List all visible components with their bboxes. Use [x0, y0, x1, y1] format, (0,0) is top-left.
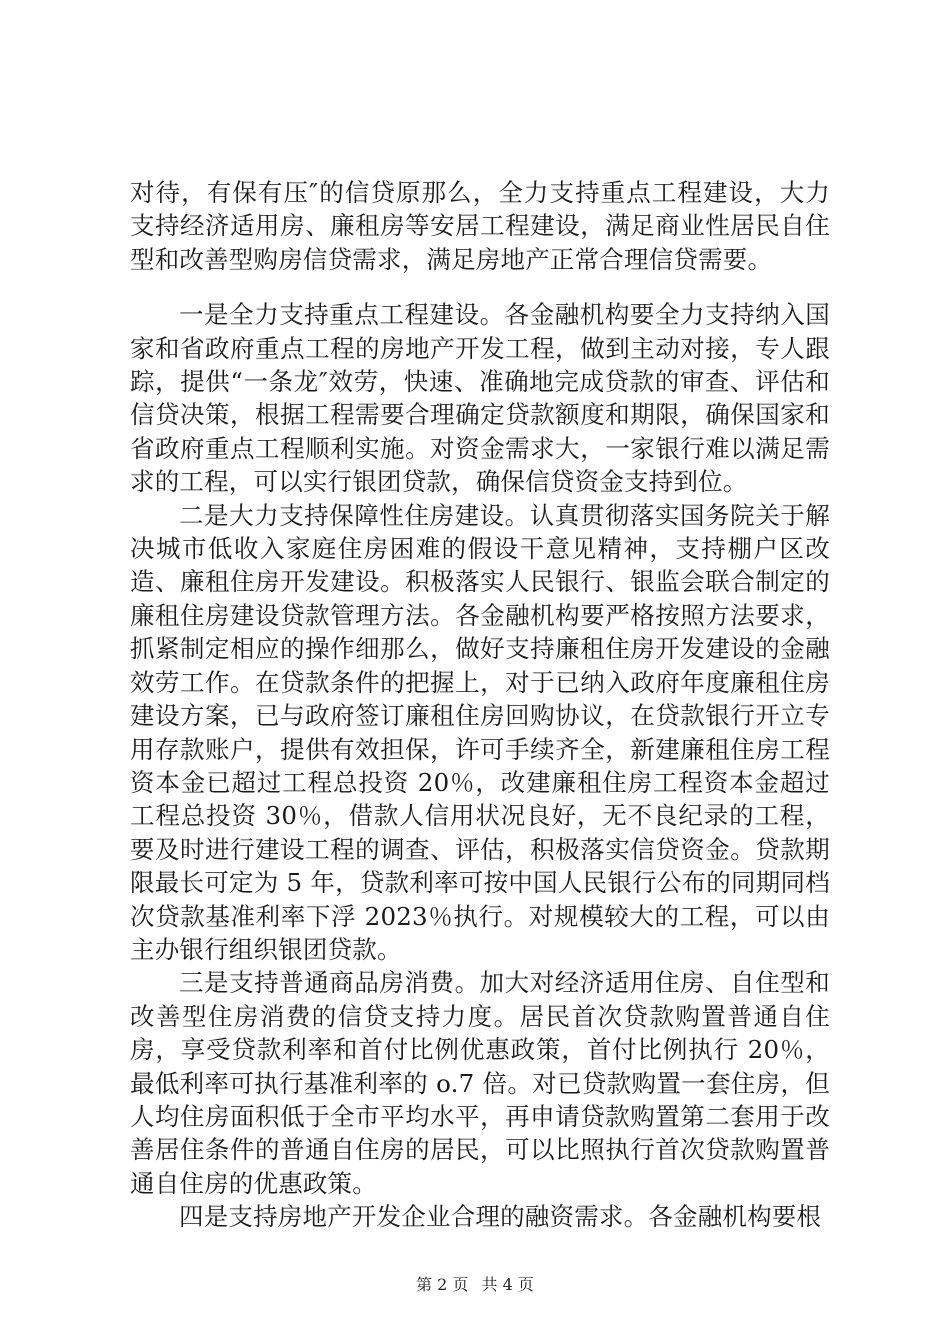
document-body	[130, 176, 830, 1234]
paragraph-developer-financing: 四是支持房地产开发企业合理的融资需求。各金融机构要根	[179, 1202, 822, 1232]
page-total: 共 4 页	[481, 1275, 534, 1294]
paragraph-affordable-housing: 二是大力支持保障性住房建设。认真贯彻落实国务院关于解决城市低收入家庭住房困难的假设干意见精神，支持棚户区改造、廉租住房开发建设。积极落实人民银行、银监会联合制定的廉租住房建设贷款管理方法。各金融机构要严格按照方法要求，抓紧制定相应的操作细那么，做好支持廉租住房开发建设的金融效劳工作。在贷款条件的把握上，对于已纳入政府年度廉租住房建设方案，已与政府签订廉租住房回购协议，在贷款银行开立专用存款账户，提供有效担保，许可手续齐全，新建廉租住房工程资本金已超过工程总投资 20％，改建廉租住房工程资本金超过工程总投资 30％，借款人信用状况良好，无不良纪录的工程，要及时进行建设工程的调查、评估，积极落实信贷资金。贷款期限最长可定为 5 年，贷款利率可按中国人民银行公布的同期同档次贷款基准利率下浮 2023％执行。对规模较大的工程，可以由主办银行组织银团贷款。	[130, 500, 830, 964]
page-footer	[0, 1275, 950, 1295]
paragraph-continuation: 对待，有保有压″的信贷原那么，全力支持重点工程建设，大力支持经济适用房、廉租房等安居工程建设，满足商业性居民自住型和改善型购房信贷需求，满足房地产正常合理信贷需要。	[130, 178, 830, 274]
paragraph-key-projects: 一是全力支持重点工程建设。各金融机构要全力支持纳入国家和省政府重点工程的房地产开发工程，做到主动对接，专人跟踪，提供“一条龙″效劳，快速、准确地完成贷款的审查、评估和信贷决策，根据工程需要合理确定贷款额度和期限，确保国家和省政府重点工程顺利实施。对资金需求大，一家银行难以满足需求的工程，可以实行银团贷款，确保信贷资金支持到位。	[130, 300, 830, 497]
page-number: 第 2 页	[416, 1275, 469, 1294]
paragraph-commercial-housing: 三是支持普通商品房消费。加大对经济适用住房、自住型和改善型住房消费的信贷支持力度。居民首次贷款购置普通自住房，享受贷款利率和首付比例优惠政策，首付比例执行 20％，最低利率可执行基准利率的 o.7 倍。对已贷款购置一套住房，但人均住房面积低于全市平均水平，再申请贷款购置第二套用于改善居住条件的普通自住房的居民，可以比照执行首次贷款购置普通自住房的优惠政策。	[130, 968, 830, 1198]
